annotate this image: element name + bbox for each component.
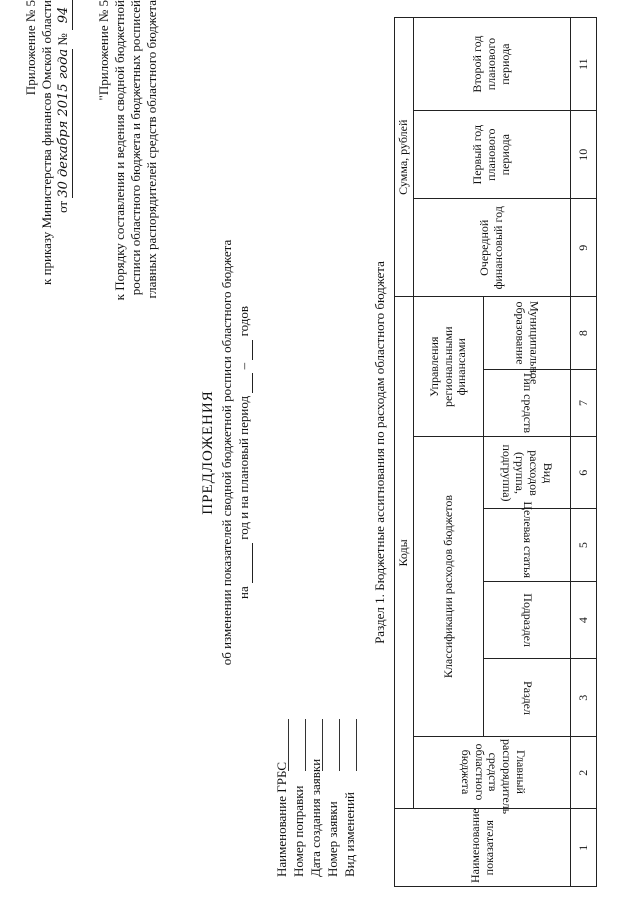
- field-grbs: Наименование ГРБС: [275, 759, 292, 877]
- col-header-codes: Коды: [395, 297, 414, 809]
- order-date-line: [56, 0, 73, 213]
- col-header-y2: Второй год планового периода: [414, 18, 571, 111]
- period-dash: –: [236, 362, 251, 370]
- doc-period: [237, 0, 253, 905]
- col-number: 4: [571, 581, 597, 659]
- col-header-name: Наименование показателя: [395, 809, 571, 887]
- request-fields: [275, 759, 360, 877]
- col-number: 5: [571, 509, 597, 581]
- quote-appendix: "Приложение № 5: [96, 0, 111, 101]
- col-number: 9: [571, 199, 597, 297]
- col-number: 11: [571, 18, 597, 111]
- col-number: 8: [571, 297, 597, 369]
- col-number: 6: [571, 437, 597, 509]
- order-line: к приказу Министерства финансов Омской области: [39, 0, 54, 285]
- col-header-sum: Сумма, рублей: [395, 18, 414, 297]
- col-number: 2: [571, 737, 597, 809]
- col-header-vid: Вид расходов (группа, подгруппа): [484, 437, 571, 509]
- period-on: на: [236, 586, 251, 599]
- quote-line-2: росписи областного бюджета и бюджетных росписей: [128, 0, 143, 296]
- col-number: 3: [571, 659, 597, 737]
- period-year: год и на плановый период: [236, 395, 251, 540]
- col-header-regional: Управления региональными финансами: [414, 297, 484, 437]
- column-numbers-row: [571, 18, 597, 887]
- col-header-razdel: Раздел: [484, 659, 571, 737]
- col-header-tip: Тип средств: [484, 369, 571, 436]
- col-header-grbs: Главный распорядитель средств областного бюджета: [414, 737, 571, 809]
- field-change-type: Вид изменений: [343, 759, 360, 877]
- order-number: 94: [57, 0, 73, 30]
- field-created: Дата создания заявки: [309, 759, 326, 877]
- col-header-y1: Первый год планового периода: [414, 111, 571, 199]
- field-request-number: Номер заявки: [326, 759, 343, 877]
- col-header-mo: Муниципальное образование: [484, 297, 571, 369]
- doc-subtitle: об изменении показателей сводной бюджетной росписи областного бюджета: [219, 239, 234, 666]
- col-header-fy: Очередной финансовый год: [414, 199, 571, 297]
- col-header-target: Целевая статья: [484, 509, 571, 581]
- col-header-classification: Классификации расходов бюджетов: [414, 437, 484, 737]
- section-title: Раздел 1. Бюджетные ассигнования по расходам областного бюджета: [372, 261, 387, 644]
- col-header-podrazdel: Подраздел: [484, 581, 571, 659]
- number-prefix: №: [55, 33, 70, 46]
- quote-line-1: к Порядку составления и ведения сводной бюджетной: [112, 0, 127, 301]
- appendix-label: Приложение № 5: [23, 0, 38, 96]
- col-number: 1: [571, 809, 597, 887]
- quote-line-3: главных распорядителей средств областного бюджета: [144, 0, 159, 299]
- allocations-table: [394, 17, 597, 887]
- col-number: 7: [571, 369, 597, 436]
- doc-title: ПРЕДЛОЖЕНИЯ: [200, 390, 216, 515]
- col-number: 10: [571, 111, 597, 199]
- order-date: 30 декабря 2015 года: [56, 48, 71, 198]
- field-amendment: Номер поправки: [292, 759, 309, 877]
- from-prefix: от: [55, 200, 70, 213]
- period-years: годов: [236, 306, 251, 337]
